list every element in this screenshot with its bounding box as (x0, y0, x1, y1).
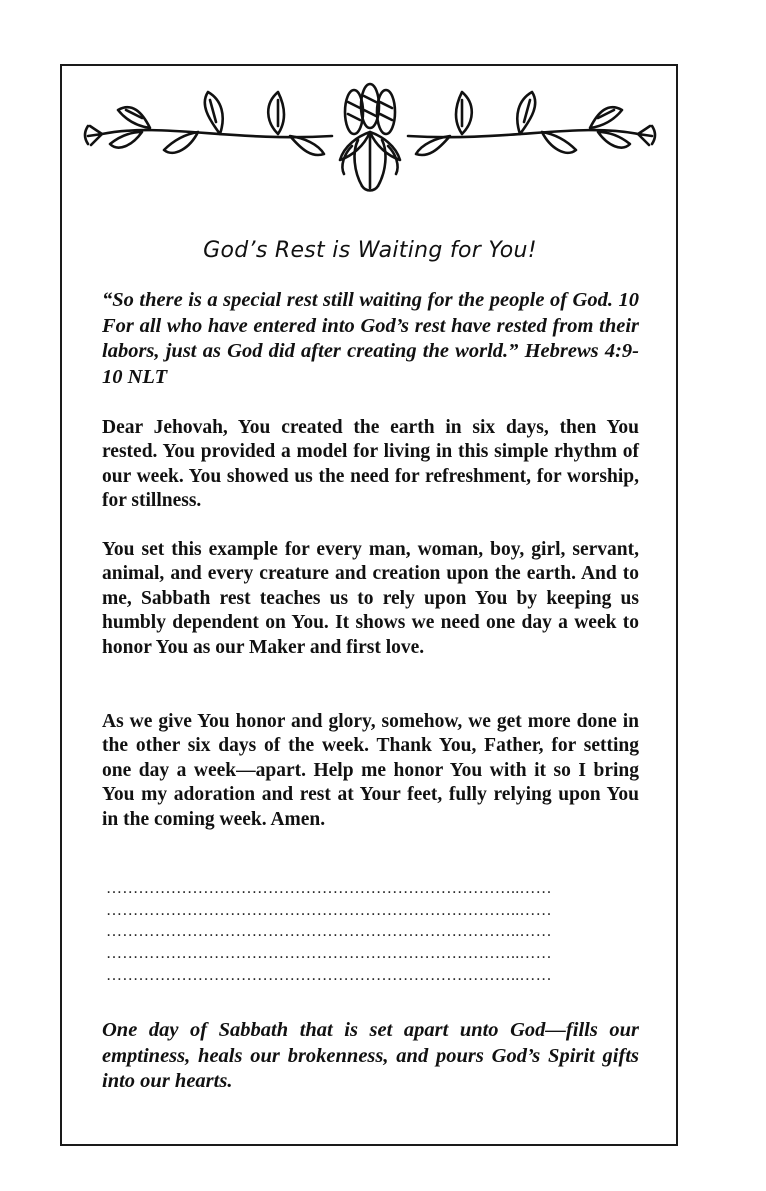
writing-line: …………………………………………………………………..…… (106, 880, 552, 897)
writing-line: …………………………………………………………………..…… (106, 923, 552, 941)
prayer-paragraph-3: As we give You honor and glory, somehow, we get more done in the other six days of the week. Thank You, Father, for setting one day a week—apart. Help me honor You with it so I bring You my adoration and rest at Your feet, fully relying upon You in the coming week. Amen. (102, 711, 639, 830)
writing-lines (106, 880, 630, 988)
floral-vine-ornament-icon (82, 82, 658, 202)
page-title: God’s Rest is Waiting for You! (203, 238, 537, 263)
prayer-paragraph-1: Dear Jehovah, You created the earth in six days, then You rested. You provided a model for living in this simple rhythm of our week. You showed us the need for refreshment, for worship, for stillness. (102, 417, 639, 512)
closing-statement: One day of Sabbath that is set apart unto God—fills our emptiness, heals our brokenness, and pours God’s Spirit gifts into our hearts. (102, 1019, 639, 1092)
writing-line: …………………………………………………………………..…… (106, 945, 552, 963)
scripture-quote: “So there is a special rest still waiting for the people of God. 10 For all who have entered into God’s rest have rested from their labors, just as God did after creating the world.” Hebrews 4:9-10 NLT (102, 289, 639, 388)
writing-line: …………………………………………………………………..…… (106, 901, 552, 919)
writing-line: …………………………………………………………………..…… (106, 966, 552, 984)
prayer-paragraph-2: You set this example for every man, woman, boy, girl, servant, animal, and every creature and creation upon the earth. And to me, Sabbath rest teaches us to rely upon You by keeping us humbly dependent on You. It shows we need one day a week to honor You as our Maker and first love. (102, 539, 639, 658)
